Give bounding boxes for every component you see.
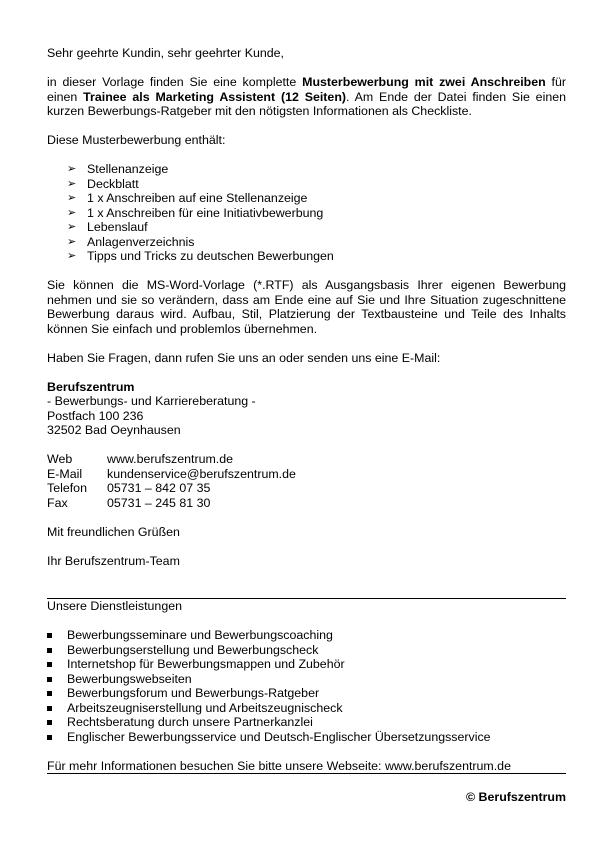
document-page (47, 46, 566, 805)
questions-paragraph: Haben Sie Fragen, dann rufen Sie uns an oder senden uns eine E-Mail: (47, 350, 441, 365)
square-bullet-icon (47, 691, 52, 696)
more-info: Für mehr Informationen besuchen Sie bitte unsere Webseite: www.berufszentrum.de (47, 758, 511, 773)
list-item: ➢ Anlagenverzeichnis (67, 234, 195, 249)
intro-text-2: für einen (47, 75, 567, 104)
arrow-bullet-icon: ➢ (67, 235, 77, 248)
contents-heading: Diese Musterbewerbung enthält: (47, 133, 226, 147)
list-item: Englischer Bewerbungsservice und Deutsch-Englischer Übersetzungsservice (47, 730, 566, 745)
intro-bold-1: Musterbewerbung mit zwei Anschreiben (302, 75, 546, 89)
list-item: Arbeitszeugniserstellung und Arbeitszeugnischeck (47, 701, 566, 716)
list-item: Bewerbungswebseiten (47, 672, 566, 687)
address-block (47, 380, 566, 438)
closing: Mit freundlichen Grüßen (47, 524, 180, 539)
square-bullet-icon (47, 720, 52, 725)
po-box: Postfach 100 236 (47, 408, 144, 423)
list-item: ➢ 1 x Anschreiben für eine Initiativbewerbung (67, 205, 324, 220)
company-name: Berufszentrum (47, 379, 135, 394)
phone-value: 05731 – 842 07 35 (107, 481, 211, 495)
contact-label: Web (47, 452, 73, 466)
list-item: Rechtsberatung durch unsere Partnerkanzlei (47, 715, 566, 730)
intro-text-3: . Am Ende der Datei finden Sie einen kurzen Bewerbungs-Ratgeber mit den nötigsten Informationen als Checkliste. (47, 89, 566, 118)
intro-bold-2: Trainee als Marketing Assistent (12 Seiten) (83, 89, 347, 104)
list-item: Bewerbungsforum und Bewerbungs-Ratgeber (47, 686, 566, 701)
usage-paragraph: Sie können die MS-Word-Vorlage (*.RTF) als Ausgangsbasis Ihrer eigenen Bewerbung nehmen und sie so verändern, dass am Ende eine auf Sie und Ihre Situation zugeschnittene Bewerbung daraus wird. Aufbau, Stil, Platzierung der Textbausteine und Teile des Inhalts können Sie einfach und problemlos übernehmen. (47, 278, 566, 336)
arrow-bullet-icon: ➢ (67, 177, 77, 190)
arrow-bullet-icon: ➢ (67, 163, 77, 175)
contact-label: E-Mail (47, 466, 83, 481)
intro-paragraph (47, 75, 566, 119)
list-item: Bewerbungsseminare und Bewerbungscoaching (47, 628, 566, 643)
contents-list (67, 162, 566, 264)
copyright: © Berufszentrum (465, 790, 566, 804)
contact-label: Telefon (47, 481, 87, 495)
square-bullet-icon (47, 648, 52, 653)
square-bullet-icon (47, 662, 52, 667)
arrow-bullet-icon: ➢ (67, 221, 77, 233)
intro-text-1: in dieser Vorlage finden Sie eine komplette (47, 75, 303, 89)
square-bullet-icon (47, 677, 52, 682)
square-bullet-icon (47, 706, 52, 711)
list-item: Internetshop für Bewerbungsmappen und Zubehör (47, 657, 566, 672)
contact-row-web (47, 452, 566, 467)
email-link[interactable]: kundenservice@berufszentrum.de (107, 466, 296, 481)
web-link[interactable]: www.berufszentrum.de (107, 452, 234, 466)
company-tagline: - Bewerbungs- und Karriereberatung - (47, 394, 256, 408)
arrow-bullet-icon: ➢ (67, 206, 77, 219)
list-item: ➢ Lebenslauf (67, 220, 148, 234)
greeting: Sehr geehrte Kundin, sehr geehrter Kunde, (47, 46, 284, 60)
list-item: Bewerbungserstellung und Bewerbungscheck (47, 643, 566, 658)
list-item: ➢ Tipps und Tricks zu deutschen Bewerbungen (67, 249, 334, 263)
contact-row-phone (47, 481, 566, 496)
list-item: ➢ Deckblatt (67, 176, 139, 191)
contact-label: Fax (47, 495, 68, 510)
arrow-bullet-icon: ➢ (67, 250, 77, 262)
city: 32502 Bad Oeynhausen (47, 423, 181, 437)
square-bullet-icon (47, 735, 52, 740)
list-item: ➢ Stellenanzeige (67, 162, 169, 176)
square-bullet-icon (47, 633, 52, 638)
contact-row-email (47, 467, 566, 482)
arrow-bullet-icon: ➢ (67, 192, 77, 204)
services-list (47, 628, 566, 744)
services-heading: Unsere Dienstleistungen (47, 599, 182, 613)
contact-row-fax (47, 496, 566, 511)
contact-block (47, 452, 566, 510)
list-item: ➢ 1 x Anschreiben auf eine Stellenanzeige (67, 191, 308, 205)
signature: Ihr Berufszentrum-Team (47, 553, 180, 568)
fax-value: 05731 – 245 81 30 (107, 495, 211, 510)
